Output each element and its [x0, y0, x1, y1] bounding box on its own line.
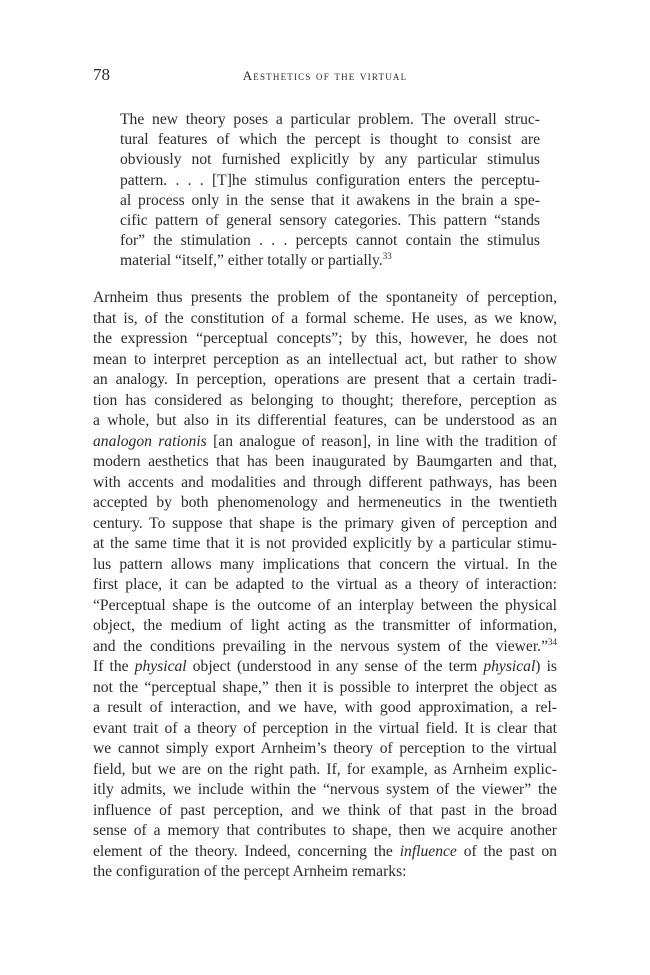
body-line: with accents and modalities and through different pathways, has been — [93, 473, 557, 491]
body-line: analogon rationis [an analogue of reason], in line with the tradition of — [93, 432, 557, 450]
body-line: a result of interaction, and we have, with good approximation, a rel- — [93, 699, 557, 716]
page-number: 78 — [93, 65, 110, 84]
body-line: influence of past perception, and we think of that past in the broad — [93, 801, 557, 819]
body-line: at the same time that it is not provided explicitly by a particular stimu- — [93, 535, 557, 552]
body-line: the expression “perceptual concepts”; by this, however, he does not — [93, 330, 557, 347]
quote-line: pattern. . . . [T]he stimulus configuration enters the perceptu- — [120, 171, 540, 189]
body-line: first place, it can be adapted to the virtual as a theory of interaction: — [93, 576, 557, 593]
body-line: modern aesthetics that has been inaugurated by Baumgarten and that, — [93, 453, 557, 470]
quote-line: tural features of which the percept is thought to consist are — [120, 131, 540, 149]
body-line: lus pattern allows many implications that concern the virtual. In the — [93, 555, 557, 573]
page-header — [93, 64, 557, 86]
body-line: we cannot simply export Arnheim’s theory of perception to the virtual — [93, 740, 557, 757]
body-line: “Perceptual shape is the outcome of an interplay between the physical — [93, 596, 557, 614]
body-line: and the conditions prevailing in the nervous system of the viewer.”$^{34}$ — [93, 636, 557, 655]
quote-line: obviously not furnished explicitly by any particular stimulus — [120, 151, 540, 169]
body-line: accepted by both phenomenology and hermeneutics in the twentieth — [93, 494, 557, 511]
body-line: tion has considered as belonging to thought; therefore, perception as — [93, 391, 557, 409]
body-line: the configuration of the percept Arnheim remarks: — [93, 863, 407, 880]
italic-term: analogon rationis — [93, 432, 207, 450]
footnote-ref-33: 33 — [382, 251, 392, 262]
body-paragraph — [93, 288, 557, 883]
footnote-ref-34: 34 — [548, 636, 557, 647]
body-line: a whole, but also in its differential features, can be understood as an — [93, 412, 557, 429]
body-line: not the “perceptual shape,” then it is possible to interpret the object as — [93, 678, 557, 696]
body-line: evant trait of a theory of perception in the virtual field. It is clear that — [93, 719, 557, 737]
running-head: aesthetics of the virtual — [242, 68, 408, 83]
body-line: an analogy. In perception, operations are present that a certain tradi- — [93, 371, 557, 388]
body-line: element of the theory. Indeed, concerning the influence of the past on — [93, 842, 557, 860]
quote-line: material “itself,” either totally or partially.$^{33}$ — [120, 251, 392, 270]
body-line: object, the medium of light acting as the transmitter of information, — [93, 617, 557, 634]
quote-line: cific pattern of general sensory categories. This pattern “stands — [120, 211, 540, 229]
italic-term: physical — [483, 658, 536, 675]
body-line: If the physical object (understood in any sense of the term physical) is — [93, 658, 557, 675]
quote-line: The new theory poses a particular problem. The overall struc- — [120, 111, 540, 128]
body-line: mean to interpret perception as an intellectual act, but rather to show — [93, 350, 557, 368]
italic-term: influence — [399, 842, 457, 860]
quote-line: for” the stimulation . . . percepts cannot contain the stimulus — [120, 232, 540, 250]
quote-line: al process only in the sense that it awakens in the brain a spe- — [120, 191, 540, 209]
body-line: sense of a memory that contributes to shape, then we acquire another — [93, 822, 557, 839]
body-line: that is, of the constitution of a formal scheme. He uses, as we know, — [93, 309, 557, 327]
body-line: century. To suppose that shape is the primary given of perception and — [93, 514, 557, 532]
body-line: field, but we are on the right path. If, for example, as Arnheim explic- — [93, 760, 557, 778]
italic-term: physical — [134, 658, 187, 675]
block-quote — [120, 110, 540, 272]
body-line: Arnheim thus presents the problem of the spontaneity of perception, — [93, 289, 557, 306]
body-line: itly admits, we include within the “nervous system of the viewer” the — [93, 781, 557, 798]
